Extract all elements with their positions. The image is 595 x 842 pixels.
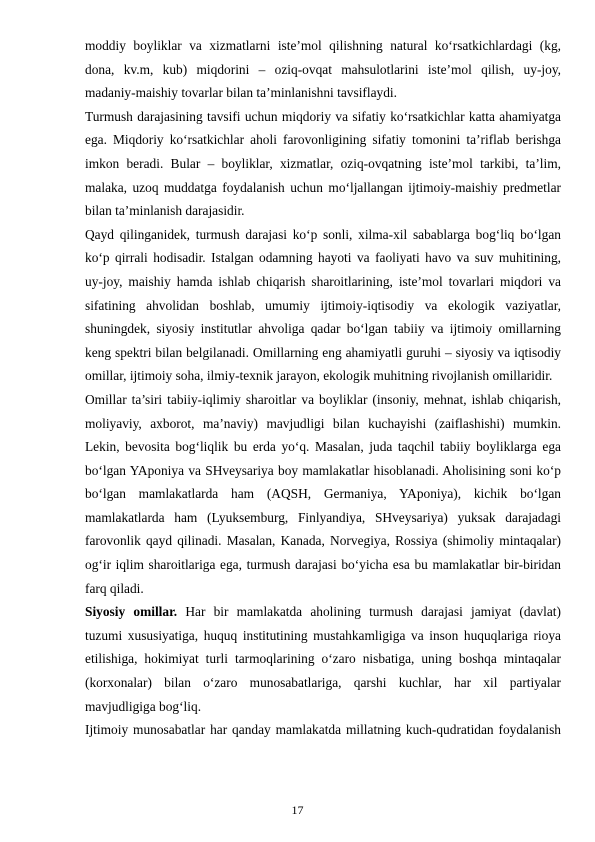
- text-line: malaka, uzoq muddatga foydalanish uchun mo‘ljallangan ijtimoiy-maishiy predmetlar: [85, 179, 561, 195]
- text-line: tuzumi xususiyatiga, huquq institutining mustahkamligiga va inson huquqlariga rioya: [85, 627, 561, 643]
- text-line: bilan ta’minlanish darajasidir.: [85, 203, 245, 219]
- text-line: omillar, ijtimoiy soha, ilmiy-texnik jarayon, ekologik muhitning rivojlanish omillaridir.: [85, 368, 553, 384]
- text-line: dona, kv.m, kub) miqdorini – oziq-ovqat mahsulotlarini iste’mol qilish, uy-joy,: [85, 61, 561, 77]
- text-line: farq qiladi.: [85, 580, 144, 596]
- document-body: [85, 34, 561, 742]
- text-line: Qayd qilinganidek, turmush darajasi ko‘p sonli, xilma-xil sabablarga bog‘liq bo‘lgan: [85, 226, 561, 242]
- text-line: Turmush darajasining tavsifi uchun miqdoriy va sifatiy ko‘rsatkichlar katta ahamiyatga: [85, 108, 561, 124]
- page-number: 17: [291, 803, 304, 817]
- text-line: imkon beradi. Bular – boyliklar, xizmatlar, oziq-ovqatning iste’mol tarkibi, ta’lim,: [85, 155, 561, 171]
- text-line: mamlakatlarda ham (Lyuksemburg, Finlyandiya, SHveysariya) yuksak darajadagi: [85, 509, 561, 525]
- text-line: etilishiga, hokimiyat turli tarmoqlarining o‘zaro nisbatiga, uning boshqa mintaqalar: [85, 651, 561, 667]
- text-line: Lekin, bevosita bog‘liqlik bu erda yo‘q. Masalan, juda taqchil tabiiy boyliklarga ega: [85, 439, 561, 455]
- text-line: moddiy boyliklar va xizmatlarni iste’mol qilishning natural ko‘rsatkichlardagi (kg,: [85, 38, 561, 53]
- text-line: sifatining ahvolidan boshlab, umumiy ijtimoiy-iqtisodiy va ekologik vaziyatlar,: [85, 297, 561, 313]
- text-line: mavjudligiga bog‘liq.: [85, 698, 202, 714]
- text-line: farovonlik qayd qilinadi. Masalan, Kanada, Norvegiya, Rossiya (shimoliy mintaqalar): [85, 533, 561, 549]
- section-heading: Siyosiy omillar.: [85, 604, 178, 620]
- text-line: ega. Miqdoriy ko‘rsatkichlar aholi farovonligining sifatiy tomonini ta’riflab berishga: [85, 132, 561, 148]
- text-line: keng spektri bilan belgilanadi. Omillarning eng ahamiyatli guruhi – siyosiy va iqtisodiy: [85, 344, 561, 360]
- text-line: (korxonalar) bilan o‘zaro munosabatlariga, qarshi kuchlar, har xil partiyalar: [85, 675, 561, 691]
- text-line: shuningdek, siyosiy institutlar ahvoliga qadar bo‘lgan tabiiy va ijtimoiy omillarning: [85, 321, 561, 337]
- text-line: bo‘lgan mamlakatlarda ham (AQSH, Germaniya, YAponiya), kichik bo‘lgan: [85, 486, 561, 502]
- text-line: Ijtimoiy munosabatlar har qanday mamlakatda millatning kuch-qudratidan foydalanish: [85, 722, 561, 738]
- text-line: uy-joy, maishiy hamda ishlab chiqarish sharoitlarining, iste’mol tovarlari miqdori va: [85, 273, 561, 289]
- text-line: madaniy-maishiy tovarlar bilan ta’minlanishni tavsiflaydi.: [85, 85, 397, 101]
- text-line: ko‘p qirrali hodisadir. Istalgan odamning hayoti va faoliyati havo va suv muhitining,: [85, 250, 561, 266]
- text-line: bo‘lgan YAponiya va SHveysariya boy mamlakatlar hisoblanadi. Aholisining soni ko‘p: [85, 462, 561, 478]
- text-line: Omillar ta’siri tabiiy-iqlimiy sharoitlar va boyliklar (insoniy, mehnat, ishlab chiqarish,: [85, 391, 561, 407]
- text-run: Har bir mamlakatda aholining turmush darajasi jamiyat (davlat): [177, 604, 561, 620]
- text-line: [85, 600, 561, 624]
- text-line: og‘ir iqlim sharoitlariga ega, turmush darajasi bo‘yicha esa bu mamlakatlar bir-biridan: [85, 557, 561, 573]
- text-line: moliyaviy, axborot, ma’naviy) mavjudligi bilan kuchayishi (zaiflashishi) mumkin.: [85, 415, 561, 431]
